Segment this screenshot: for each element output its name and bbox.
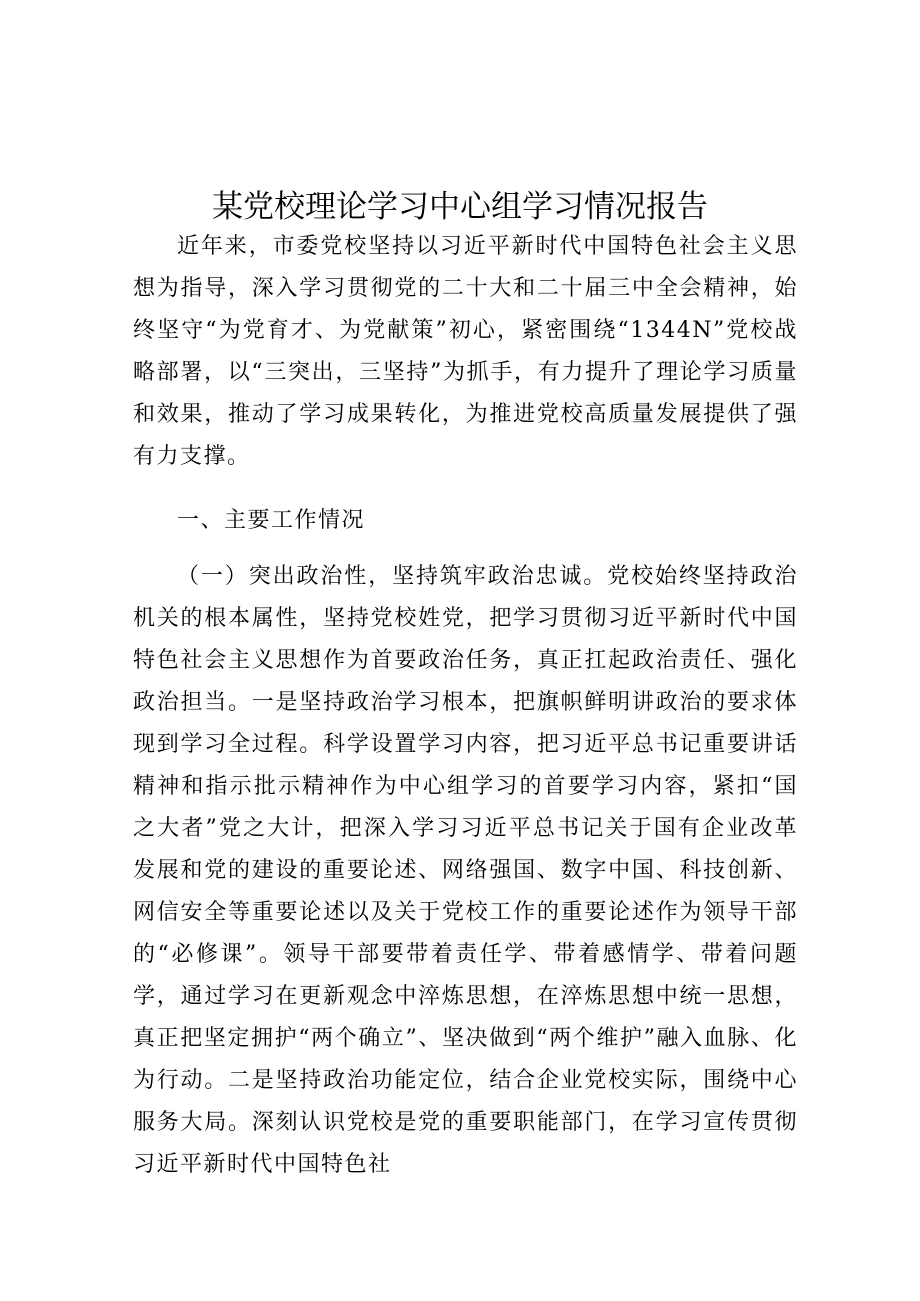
section-heading: 一、主要工作情况: [177, 508, 366, 533]
section-paragraph: （一）突出政治性，坚持筑牢政治忠诚。党校始终坚持政治机关的根本属性，坚持党校姓党，把学习贯彻习近平新时代中国特色社会主义思想作为首要政治任务，真正扛起政治责任、强化政治担当。一是坚持政治学习根本，把旗帜鲜明讲政治的要求体现到学习全过程。科学设置学习内容，把习近平总书记重要讲话精神和指示批示精神作为中心组学习的首要学习内容，紧扣“国之大者”党之大计，把深入学习习近平总书记关于国有企业改革发展和党的建设的重要论述、网络强国、数字中国、科技创新、网信安全等重要论述以及关于党校工作的重要论述作为领导干部的“必修课”。领导干部要带着责任学、带着感情学、带着问题学，通过学习在更新观念中淬炼思想，在淬炼思想中统一思想，真正把坚定拥护“两个确立”、坚决做到“两个维护”融入血脉、化为行动。二是坚持政治功能定位，结合企业党校实际，围绕中心服务大局。深刻认识党校是党的重要职能部门，在学习宣传贯彻习近平新时代中国特色社: [133, 564, 798, 1177]
document-body: [133, 226, 798, 1186]
document-title: 某党校理论学习中心组学习情况报告: [212, 188, 708, 225]
intro-paragraph: 近年来，市委党校坚持以习近平新时代中国特色社会主义思想为指导，深入学习贯彻党的二十大和二十届三中全会精神，始终坚守“为党育才、为党献策”初心，紧密围绕“1344N”党校战略部署，以“三突出，三坚持”为抓手，有力提升了理论学习质量和效果，推动了学习成果转化，为推进党校高质量发展提供了强有力支撑。: [133, 234, 798, 469]
